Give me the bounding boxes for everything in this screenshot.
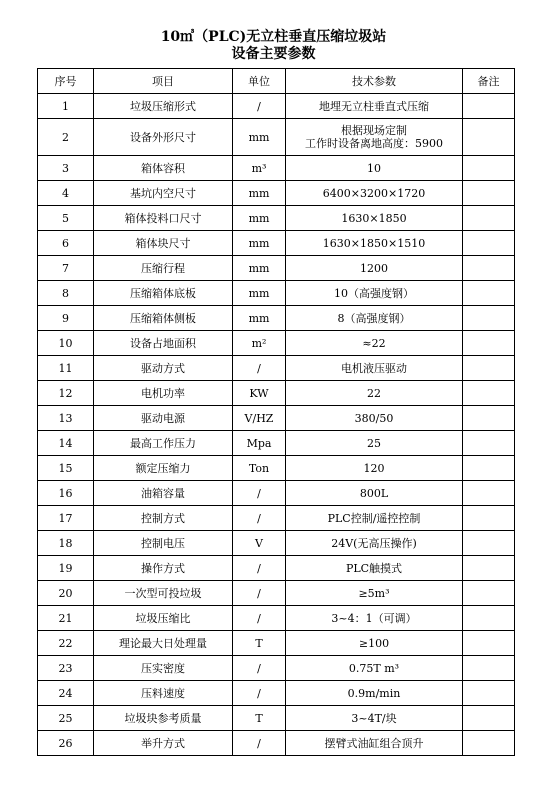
table-row [38, 381, 515, 406]
cell-param: 1630×1850×1510 [286, 231, 463, 256]
cell-note [463, 431, 515, 456]
cell-note [463, 356, 515, 381]
header-no: 序号 [38, 69, 94, 94]
cell-no: 25 [38, 706, 94, 731]
cell-note [463, 681, 515, 706]
cell-unit: mm [233, 256, 286, 281]
table-row [38, 581, 515, 606]
cell-note [463, 119, 515, 156]
cell-param: 3~4：1（可调） [286, 606, 463, 631]
cell-item: 操作方式 [94, 556, 233, 581]
cell-unit: / [233, 481, 286, 506]
cell-no: 12 [38, 381, 94, 406]
cell-unit: / [233, 94, 286, 119]
table-row [38, 231, 515, 256]
cell-no: 22 [38, 631, 94, 656]
cell-unit: Ton [233, 456, 286, 481]
cell-note [463, 306, 515, 331]
table-row [38, 706, 515, 731]
table-row [38, 506, 515, 531]
cell-note [463, 331, 515, 356]
cell-note [463, 181, 515, 206]
cell-no: 4 [38, 181, 94, 206]
cell-no: 14 [38, 431, 94, 456]
cell-item: 最高工作压力 [94, 431, 233, 456]
cell-note [463, 231, 515, 256]
cell-item: 垃圾压缩形式 [94, 94, 233, 119]
cell-item: 电机功率 [94, 381, 233, 406]
cell-item: 箱体容积 [94, 156, 233, 181]
cell-item: 压料速度 [94, 681, 233, 706]
table-body [38, 94, 515, 756]
cell-item: 一次型可投垃圾 [94, 581, 233, 606]
cell-unit: KW [233, 381, 286, 406]
cell-note [463, 581, 515, 606]
cell-unit: mm [233, 231, 286, 256]
table-header-row [38, 69, 515, 94]
cell-no: 19 [38, 556, 94, 581]
cell-note [463, 731, 515, 756]
cell-param: 电机液压驱动 [286, 356, 463, 381]
document-title: 10㎥（PLC)无立柱垂直压缩垃圾站 [160, 29, 387, 45]
cell-unit: T [233, 631, 286, 656]
cell-unit: T [233, 706, 286, 731]
cell-param: PLC触摸式 [286, 556, 463, 581]
table-row [38, 431, 515, 456]
table-row [38, 631, 515, 656]
cell-item: 驱动方式 [94, 356, 233, 381]
cell-unit: mm [233, 119, 286, 156]
cell-item: 箱体块尺寸 [94, 231, 233, 256]
cell-no: 7 [38, 256, 94, 281]
cell-no: 16 [38, 481, 94, 506]
cell-note [463, 706, 515, 731]
cell-no: 8 [38, 281, 94, 306]
cell-item: 设备占地面积 [94, 331, 233, 356]
cell-note [463, 406, 515, 431]
cell-param: 0.9m/min [286, 681, 463, 706]
table-row [38, 531, 515, 556]
cell-note [463, 281, 515, 306]
cell-note [463, 656, 515, 681]
cell-param: 120 [286, 456, 463, 481]
cell-unit: / [233, 606, 286, 631]
cell-param: 22 [286, 381, 463, 406]
cell-no: 2 [38, 119, 94, 156]
cell-unit: Mpa [233, 431, 286, 456]
cell-item: 垃圾块参考质量 [94, 706, 233, 731]
cell-param: 0.75T m³ [286, 656, 463, 681]
cell-param: ≥5m³ [286, 581, 463, 606]
cell-no: 15 [38, 456, 94, 481]
cell-param: 根据现场定制 工作时设备离地高度：5900 [286, 119, 463, 156]
cell-item: 压缩箱体底板 [94, 281, 233, 306]
cell-note [463, 631, 515, 656]
parameter-table [37, 68, 515, 756]
cell-param: ≈22 [286, 331, 463, 356]
cell-item: 油箱容量 [94, 481, 233, 506]
cell-param: 800L [286, 481, 463, 506]
cell-no: 11 [38, 356, 94, 381]
cell-note [463, 481, 515, 506]
header-note: 备注 [463, 69, 515, 94]
table-row [38, 181, 515, 206]
header-unit: 单位 [233, 69, 286, 94]
cell-param: 10 [286, 156, 463, 181]
document-subtitle: 设备主要参数 [231, 46, 316, 62]
cell-no: 20 [38, 581, 94, 606]
cell-unit: V/HZ [233, 406, 286, 431]
table-row [38, 481, 515, 506]
cell-item: 设备外形尺寸 [94, 119, 233, 156]
table-row [38, 656, 515, 681]
cell-no: 10 [38, 331, 94, 356]
table-row [38, 681, 515, 706]
cell-note [463, 531, 515, 556]
cell-unit: mm [233, 281, 286, 306]
table-row [38, 331, 515, 356]
cell-item: 控制方式 [94, 506, 233, 531]
cell-note [463, 381, 515, 406]
table-row [38, 256, 515, 281]
table-row [38, 731, 515, 756]
table-row [38, 206, 515, 231]
cell-no: 13 [38, 406, 94, 431]
cell-item: 压缩箱体侧板 [94, 306, 233, 331]
cell-item: 额定压缩力 [94, 456, 233, 481]
table-row [38, 456, 515, 481]
cell-no: 24 [38, 681, 94, 706]
table-row [38, 156, 515, 181]
cell-note [463, 94, 515, 119]
table-row [38, 356, 515, 381]
cell-param: 地埋无立柱垂直式压缩 [286, 94, 463, 119]
cell-no: 17 [38, 506, 94, 531]
table-row [38, 556, 515, 581]
cell-unit: / [233, 731, 286, 756]
cell-note [463, 256, 515, 281]
cell-param: 1630×1850 [286, 206, 463, 231]
cell-no: 18 [38, 531, 94, 556]
cell-unit: / [233, 656, 286, 681]
cell-no: 23 [38, 656, 94, 681]
cell-unit: / [233, 681, 286, 706]
cell-item: 理论最大日处理量 [94, 631, 233, 656]
cell-note [463, 506, 515, 531]
cell-unit: mm [233, 206, 286, 231]
cell-param: 380/50 [286, 406, 463, 431]
cell-unit: V [233, 531, 286, 556]
cell-item: 压缩行程 [94, 256, 233, 281]
cell-no: 1 [38, 94, 94, 119]
cell-unit: m² [233, 331, 286, 356]
cell-no: 6 [38, 231, 94, 256]
cell-item: 箱体投料口尺寸 [94, 206, 233, 231]
cell-param: 8（高强度钢） [286, 306, 463, 331]
cell-item: 控制电压 [94, 531, 233, 556]
cell-note [463, 456, 515, 481]
cell-param: 24V(无高压操作) [286, 531, 463, 556]
cell-unit: / [233, 356, 286, 381]
cell-param: 摆臂式油缸组合顶升 [286, 731, 463, 756]
cell-note [463, 606, 515, 631]
cell-param: 10（高强度钢） [286, 281, 463, 306]
cell-param: 3~4T/块 [286, 706, 463, 731]
cell-note [463, 556, 515, 581]
table-row [38, 606, 515, 631]
cell-param: 25 [286, 431, 463, 456]
cell-unit: m³ [233, 156, 286, 181]
cell-note [463, 156, 515, 181]
header-param: 技术参数 [286, 69, 463, 94]
header-item: 项目 [94, 69, 233, 94]
table-row [38, 306, 515, 331]
cell-param: PLC控制/遥控控制 [286, 506, 463, 531]
cell-unit: mm [233, 306, 286, 331]
cell-note [463, 206, 515, 231]
cell-param: 6400×3200×1720 [286, 181, 463, 206]
cell-item: 驱动电源 [94, 406, 233, 431]
cell-no: 5 [38, 206, 94, 231]
cell-no: 26 [38, 731, 94, 756]
table-row [38, 94, 515, 119]
table-row [38, 281, 515, 306]
cell-item: 垃圾压缩比 [94, 606, 233, 631]
cell-item: 基坑内空尺寸 [94, 181, 233, 206]
table-row [38, 406, 515, 431]
cell-no: 9 [38, 306, 94, 331]
cell-unit: mm [233, 181, 286, 206]
table-row [38, 119, 515, 156]
cell-no: 3 [38, 156, 94, 181]
cell-unit: / [233, 506, 286, 531]
cell-item: 举升方式 [94, 731, 233, 756]
cell-param: ≥100 [286, 631, 463, 656]
cell-param: 1200 [286, 256, 463, 281]
cell-unit: / [233, 556, 286, 581]
cell-item: 压实密度 [94, 656, 233, 681]
cell-unit: / [233, 581, 286, 606]
cell-no: 21 [38, 606, 94, 631]
